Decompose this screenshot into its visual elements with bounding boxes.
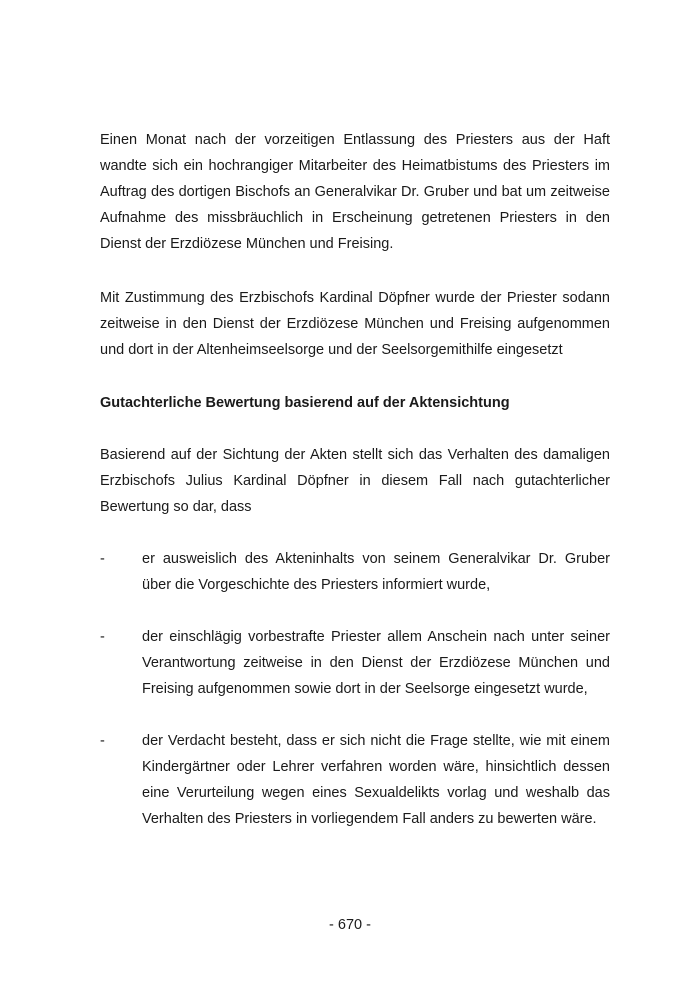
list-dash-marker: - <box>100 733 105 749</box>
list-item <box>100 546 610 598</box>
list-item-text: er ausweislich des Akteninhalts von seinem Generalvikar Dr. Gruber über die Vorgeschichte des Priesters informiert wurde, <box>142 551 610 593</box>
list-item-text: der Verdacht besteht, dass er sich nicht die Frage stellte, wie mit einem Kindergärtner oder Lehrer verfahren worden wäre, hinsichtlich dessen eine Verurteilung wegen eines Sexualdelikts vorlag und weshalb das Verhalten des Priesters in vorliegendem Fall anders zu bewerten wäre. <box>142 733 610 827</box>
list-item <box>100 728 610 832</box>
paragraph-release-request: Einen Monat nach der vorzeitigen Entlassung des Priesters aus der Haft wandte sich ein hochrangiger Mitarbeiter des Heimatbistums des Priesters im Auftrag des dortigen Bischofs an Generalvikar Dr. Gruber und bat um zeitweise Aufnahme des missbräuchlich in Erscheinung getretenen Priesters in den Dienst der Erzdiözese München und Freising. <box>100 132 610 252</box>
page-number: - 670 - <box>329 917 371 933</box>
paragraph-archbishop-consent: Mit Zustimmung des Erzbischofs Kardinal Döpfner wurde der Priester sodann zeitweise in den Dienst der Erzdiözese München und Freising aufgenommen und dort in der Altenheimseelsorge und der Seelsorgemithilfe eingesetzt <box>100 290 610 358</box>
list-dash-marker: - <box>100 551 105 567</box>
list-item <box>100 624 610 702</box>
section-heading: Gutachterliche Bewertung basierend auf der Aktensichtung <box>100 395 510 411</box>
paragraph-assessment-intro: Basierend auf der Sichtung der Akten stellt sich das Verhalten des damaligen Erzbischofs Julius Kardinal Döpfner in diesem Fall nach gutachterlicher Bewertung so dar, dass <box>100 447 610 515</box>
list-dash-marker: - <box>100 629 105 645</box>
list-item-text: der einschlägig vorbestrafte Priester allem Anschein nach unter seiner Verantwortung zeitweise in den Dienst der Erzdiözese München und Freising aufgenommen sowie dort in der Seelsorge eingesetzt wurde, <box>142 629 610 697</box>
